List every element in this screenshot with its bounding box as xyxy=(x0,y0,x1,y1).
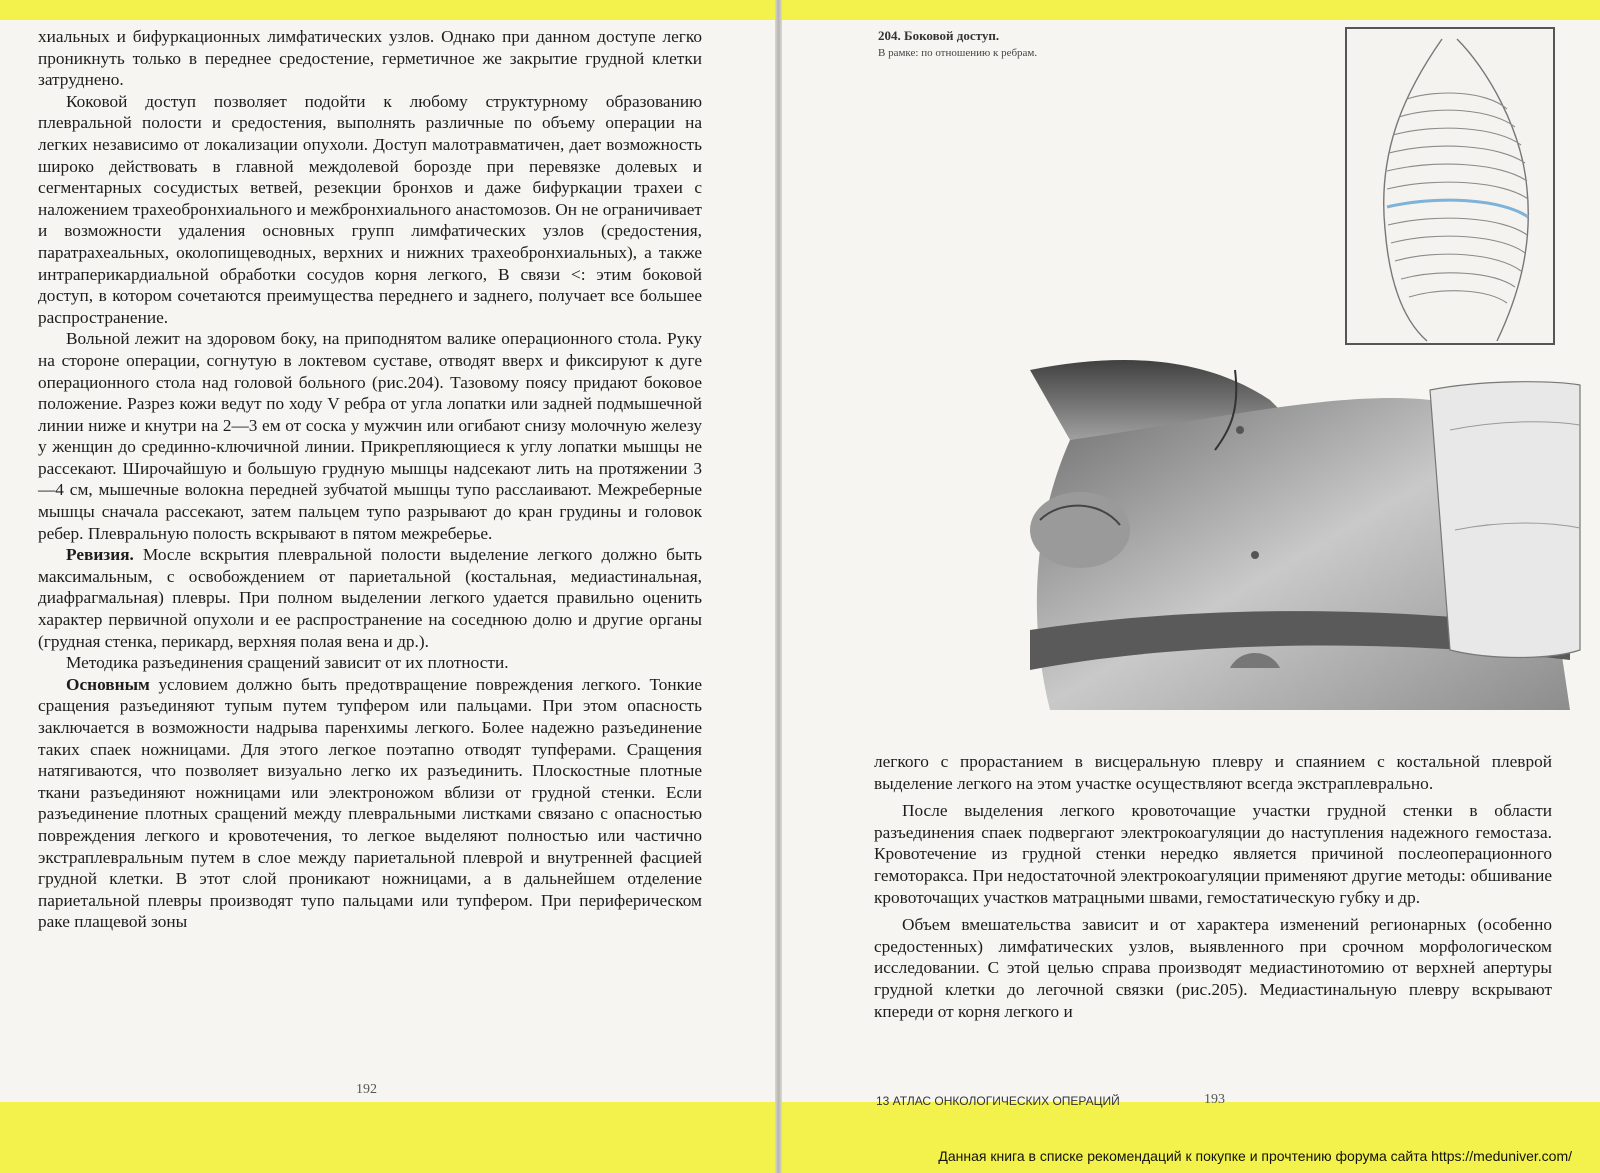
paragraph-lead: Ревизия. xyxy=(66,545,134,565)
paragraph: легкого с прорастанием в висцеральную плевру и спаянием с костальной плеврой выделение легкого на этом участке осуществляют всегда экстраплеврально. xyxy=(874,752,1552,793)
figure-caption-title: 204. Боковой доступ. xyxy=(878,28,1000,43)
top-highlight-band xyxy=(0,0,1600,22)
running-footer: 13 АТЛАС ОНКОЛОГИЧЕСКИХ ОПЕРАЦИЙ xyxy=(876,1094,1120,1108)
site-notice: Данная книга в списке рекомендаций к покупке и прочтению форума сайта https://meduniver.com/ xyxy=(938,1148,1572,1164)
figure-inset-ribcage xyxy=(1345,27,1555,345)
page-number-left: 192 xyxy=(356,1082,377,1097)
figure-caption-subtitle: В рамке: по отношению к ребрам. xyxy=(878,47,1038,59)
ribcage-illustration xyxy=(1347,29,1553,343)
paragraph: Ревизия. Мосле вскрытия плевральной полости выделение легкого должно быть максимальным, с освобождением от париетальной (костальная, медиастинальная, диафрагмальная) плевры. При полном выделении легкого удается правильно оценить характер первичной опухоли и ее распространение на соседнюю долю и другие органы (грудная стенка, перикард, верхняя полая вена и др.). xyxy=(38,545,702,651)
paragraph: Основным условием должно быть предотвращение повреждения легкого. Тонкие сращения разъединяют тупым путем тупфером или пальцами. При этом опасность заключается в возможности надрыва паренхимы легкого. Более надежно разъединение таких спаек ножницами. Для этого легкое поэтапно отводят тупферами. Сращения натягиваются, что позволяет визуально легко их разъединить. Плоскостные плотные ткани разъединяют ножницами или электроножом вблизи от грудной стенки. Если разъединение плотных сращений между плевральными листками связано с опасностью повреждения легкого и кровотечения, то легкое выделяют полностью или частично экстраплевральным путем в слое между париетальной плеврой и внутренней фасцией грудной клетки. В этот слой проникают ножницами, а в дальнейшем отделение париетальной плевры производят тупо пальцами или тупфером. При периферическом раке плащевой зоны xyxy=(38,674,702,932)
book-spine xyxy=(775,0,782,1173)
paragraph: Коковой доступ позволяет подойти к любому структурному образованию плевральной полости и средостения, выполнять различные по объему операции на легких независимо от локализации опухоли. Доступ малотравматичен, дает возможность широко действовать в главной междолевой борозде при перевязке долевых и сегментарных сосудистых ветвей, резекции бронхов и даже бифуркации трахеи с наложением трахеобронхиального и межбронхиального анастомозов. Он не ограничивает и возможности удаления основных групп лимфатических узлов (средостения, паратрахеальных, околопищеводных, верхних и нижних трахеобронхиальных), а также интраперикардиальной обработки сосудов корня легкого, В связи <: этим боковой доступ, в котором сочетаются преимущества переднего и заднего, получает все большее распространение. xyxy=(38,91,702,327)
paragraph: хиальных и бифуркационных лимфатических узлов. Однако при данном доступе легко проникнуть только в переднее средостение, герметичное же закрытие грудной клетки затруднено. xyxy=(38,27,702,90)
paragraph: Объем вмешательства зависит и от характера изменений регионарных (особенно средостенных) лимфатических узлов, выявленного при срочном морфологическом исследовании. С этой целью справа производят медиастинотомию от верхней апертуры грудной клетки до легочной связки (рис.205). Медиастинальную плевру вскрывают кпереди от корня легкого и xyxy=(874,915,1552,1021)
paragraph-lead: Основным xyxy=(66,674,150,694)
left-page-text xyxy=(38,26,702,933)
right-page-text xyxy=(874,751,1552,1022)
figure-lateral-position xyxy=(1010,330,1585,730)
paragraph: После выделения легкого кровоточащие участки грудной стенки в области разъединения спаек подвергают электрокоагуляции до наступления надежного гемостаза. Кровотечение из грудной стенки нередко является причиной послеоперационного гемоторакса. При недостаточной электрокоагуляции применяют другие методы: обшивание кровоточащих участков матрацными швами, гемостатическую губку и др. xyxy=(874,801,1552,907)
paragraph: Методика разъединения сращений зависит от их плотности. xyxy=(66,653,509,673)
paragraph: Вольной лежит на здоровом боку, на приподнятом валике операционного стола. Руку на стороне операции, согнутую в локтевом суставе, отводят вверх и фиксируют к дуге операционного стола над головой больного (рис.204). Тазовому поясу придают боковое положение. Разрез кожи ведут по ходу V ребра от угла лопатки или задней подмышечной линии ниже и кнутри на 2—3 ем от соска у мужчин или огибают снизу молочную железу у женщин до срединно-ключичной линии. Прикрепляющиеся к углу лопатки мышцы не рассекают. Широчайшую и большую грудную мышцы надсекают лить на протяжении 3—4 см, мышечные волокна передней зубчатой мышцы тупо расслаивают. Межреберные мышцы сначала рассекают, затем пальцем тупо разрывают до кран грудины и головок ребер. Плевральную полость вскрывают в пятом межреберье. xyxy=(38,329,702,543)
patient-illustration xyxy=(1010,330,1585,730)
page-number-right: 193 xyxy=(1204,1092,1225,1107)
